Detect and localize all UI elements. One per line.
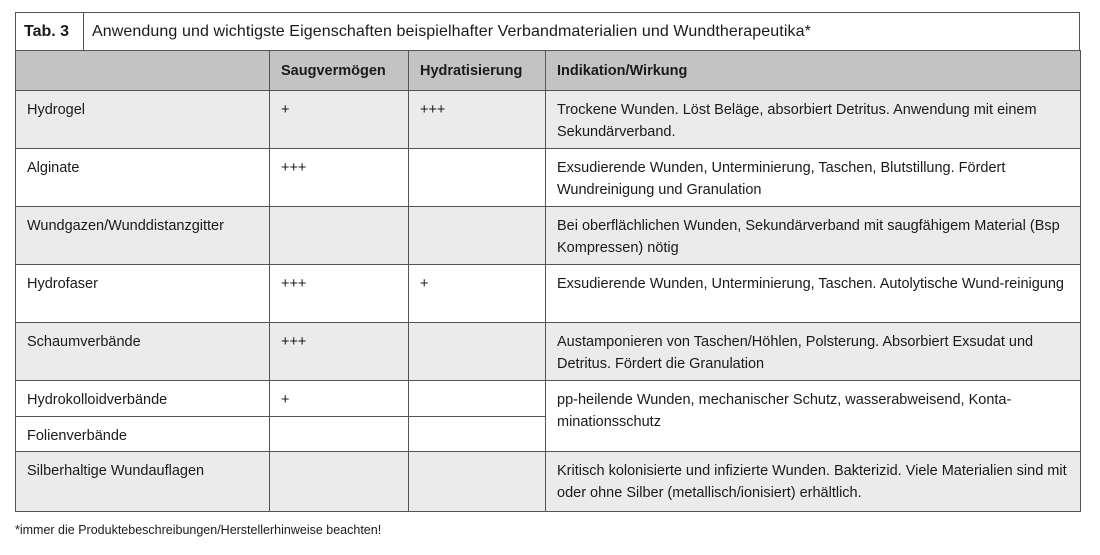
hydratisierung-value: + (409, 265, 546, 323)
header-indikation: Indikation/Wirkung (546, 51, 1081, 91)
table-title-bar (15, 12, 1080, 50)
saugvermoegen-value: + (270, 91, 409, 149)
saugvermoegen-value (270, 417, 409, 452)
hydratisierung-value: +++ (409, 91, 546, 149)
indikation-text: Exsudierende Wunden, Unterminierung, Taschen, Blutstillung. Fördert Wundreinigung und Granulation (546, 149, 1081, 207)
header-hydratisierung: Hydratisierung (409, 51, 546, 91)
material-name: Alginate (16, 149, 270, 207)
table-row (16, 265, 1081, 323)
table-row (16, 381, 1081, 417)
saugvermoegen-value: + (270, 381, 409, 417)
saugvermoegen-value: +++ (270, 149, 409, 207)
material-name: Hydrogel (16, 91, 270, 149)
header-material (16, 51, 270, 91)
table-row (16, 452, 1081, 512)
saugvermoegen-value: +++ (270, 323, 409, 381)
indikation-text: Exsudierende Wunden, Unterminierung, Taschen. Autolytische Wund-reinigung (546, 265, 1081, 323)
header-row (16, 51, 1081, 91)
hydratisierung-value (409, 452, 546, 512)
material-name: Folienverbände (16, 417, 270, 452)
table-row (16, 149, 1081, 207)
table-row (16, 207, 1081, 265)
material-name: Silberhaltige Wundauflagen (16, 452, 270, 512)
hydratisierung-value (409, 417, 546, 452)
footnote: *immer die Produktebeschreibungen/Herstellerhinweise beachten! (15, 523, 382, 537)
indikation-text: Kritisch kolonisierte und infizierte Wunden. Bakterizid. Viele Materialien sind mit oder ohne Silber (metallisch/ionisiert) erhältlich. (546, 452, 1081, 512)
header-saugvermoegen: Saugvermögen (270, 51, 409, 91)
saugvermoegen-value: +++ (270, 265, 409, 323)
hydratisierung-value (409, 207, 546, 265)
hydratisierung-value (409, 323, 546, 381)
hydratisierung-value (409, 149, 546, 207)
material-name: Hydrokolloidverbände (16, 381, 270, 417)
table-caption: Anwendung und wichtigste Eigenschaften beispielhafter Verbandmaterialien und Wundtherapeutika* (92, 22, 811, 40)
material-name: Hydrofaser (16, 265, 270, 323)
saugvermoegen-value (270, 207, 409, 265)
wound-dressing-table (15, 50, 1081, 512)
table-number: Tab. 3 (16, 13, 84, 50)
table-row (16, 91, 1081, 149)
indikation-text: Austamponieren von Taschen/Höhlen, Polsterung. Absorbiert Exsudat und Detritus. Fördert die Granulation (546, 323, 1081, 381)
indikation-text: Bei oberflächlichen Wunden, Sekundärverband mit saugfähigem Material (Bsp Kompressen) nötig (546, 207, 1081, 265)
indikation-text: Trockene Wunden. Löst Beläge, absorbiert Detritus. Anwendung mit einem Sekundärverband. (546, 91, 1081, 149)
indikation-text: pp-heilende Wunden, mechanischer Schutz, wasserabweisend, Konta-minationsschutz (546, 381, 1081, 452)
table-container (15, 12, 1080, 512)
table-row (16, 323, 1081, 381)
material-name: Schaumverbände (16, 323, 270, 381)
saugvermoegen-value (270, 452, 409, 512)
hydratisierung-value (409, 381, 546, 417)
material-name: Wundgazen/Wunddistanzgitter (16, 207, 270, 265)
